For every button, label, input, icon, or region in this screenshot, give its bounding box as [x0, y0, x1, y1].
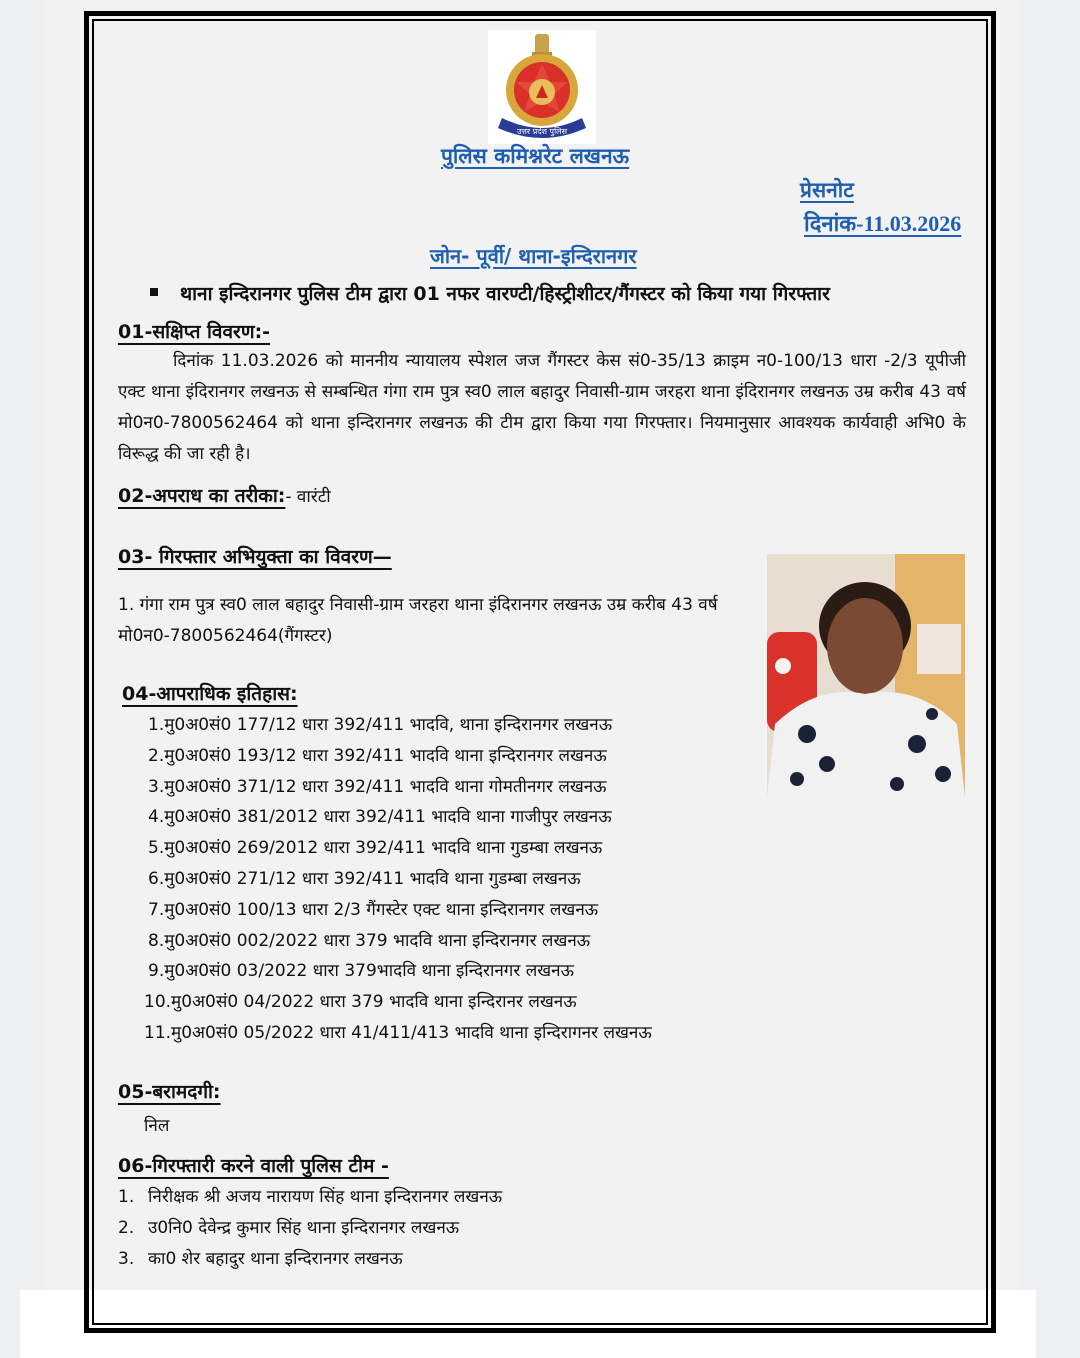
team-member-number: 3. — [118, 1249, 135, 1269]
section-summary-text: दिनांक 11.03.2026 को माननीय न्यायालय स्पेशल जज गैंगस्टर केस सं0-35/13 क्राइम न0-100/13 धारा -2/3 यूपीजी एक्ट थाना इंदिरानगर लखनऊ से सम्बन्धित गंगा राम पुत्र स्व0 लाल बहादुर निवासी-ग्राम जरहरा थाना इंदिरानगर लखनऊ उम्र करीब 43 वर्ष मो0न0-7800562464 को थाना इन्दिरानगर लखनऊ की टीम द्वारा किया गया गिरफ्तार। नियमानुसार आवश्यक कार्यवाही अभि0 के विरूद्ध की जा रही है। — [118, 351, 966, 464]
team-member — [118, 1182, 502, 1213]
emblem-icon — [488, 30, 596, 144]
zone-station: जोन- पूर्वी/ थाना-इन्दिरानगर — [430, 244, 637, 268]
team-member-text: का0 शेर बहादुर थाना इन्दिरानगर लखनऊ — [148, 1249, 403, 1269]
history-item: 5.मु0अ0सं0 269/2012 धारा 392/411 भादवि थाना गुडम्बा लखनऊ — [148, 838, 603, 859]
press-note-label: प्रेसनोट — [800, 178, 854, 202]
team-member-number: 2. — [118, 1218, 135, 1238]
history-item: 2.मु0अ0सं0 193/12 धारा 392/411 भादवि थाना इन्दिरानगर लखनऊ — [148, 745, 607, 766]
history-item: 6.मु0अ0सं0 271/12 धारा 392/411 भादवि थाना गुडम्बा लखनऊ — [148, 868, 581, 889]
section-team-title: 06-गिरफ्तारी करने वाली पुलिस टीम - — [118, 1155, 389, 1177]
section-accused-text: 1. गंगा राम पुत्र स्व0 लाल बहादुर निवासी-ग्राम जरहरा थाना इंदिरानगर लखनऊ उम्र करीब 43 वर्ष मो0न0-7800562464(गैंगस्टर) — [118, 595, 718, 646]
team-member-text: उ0नि0 देवेन्द्र कुमार सिंह थाना इन्दिरानगर लखनऊ — [148, 1218, 460, 1238]
bullet-icon — [150, 288, 158, 296]
accused-photo-image — [767, 554, 965, 797]
history-item: 8.मु0अ0सं0 002/2022 धारा 379 भादवि थाना इन्दिरानगर लखनऊ — [148, 930, 591, 951]
section-method-value: - वारंटी — [285, 487, 331, 507]
history-item: 4.मु0अ0सं0 381/2012 धारा 392/411 भादवि थाना गाजीपुर लखनऊ — [148, 807, 612, 828]
section-recovery-title: 05-बरामदगी: — [118, 1081, 221, 1103]
history-item: 3.मु0अ0सं0 371/12 धारा 392/411 भादवि थाना गोमतीनगर लखनऊ — [148, 776, 607, 797]
headline — [150, 280, 830, 306]
team-member — [118, 1244, 502, 1275]
accused-photo — [767, 554, 965, 797]
team-member-text: निरीक्षक श्री अजय नारायण सिंह थाना इन्दिरानगर लखनऊ — [148, 1187, 503, 1207]
press-note-date: दिनांक-11.03.2026 — [804, 211, 962, 236]
up-police-emblem — [488, 30, 596, 144]
history-item: 10.मु0अ0सं0 04/2022 धारा 379 भादवि थाना इन्दिरानर लखनऊ — [144, 992, 577, 1013]
history-item: 7.मु0अ0सं0 100/13 धारा 2/3 गैंगस्टेर एक्ट थाना इन्दिरानगर लखनऊ — [148, 899, 599, 920]
section-method-title: 02-अपराध का तरीका: — [118, 485, 286, 507]
section-recovery-value: निल — [144, 1116, 170, 1136]
criminal-history-list — [144, 710, 652, 1049]
history-item: 11.मु0अ0सं0 05/2022 धारा 41/411/413 भादवि थाना इन्दिरागनर लखनऊ — [144, 1022, 652, 1043]
office-title: पुलिस कमिश्नरेट लखनऊ — [441, 144, 630, 168]
headline-text: थाना इन्दिरानगर पुलिस टीम द्वारा 01 नफर वारण्टी/हिस्ट्रीशीटर/गैंगस्टर को किया गया गिरफ्तार — [180, 283, 830, 305]
section-history-title: 04-आपराधिक इतिहास: — [122, 683, 298, 705]
history-item: 9.मु0अ0सं0 03/2022 धारा 379भादवि थाना इन्दिरानगर लखनऊ — [148, 961, 574, 982]
section-summary-title: 01-सक्षिप्त विवरण:- — [118, 321, 271, 343]
section-accused-title: 03- गिरफ्तार अभियुक्ता का विवरण— — [118, 546, 392, 568]
section-method — [118, 482, 331, 508]
arresting-team-list — [118, 1182, 502, 1275]
history-item: 1.मु0अ0सं0 177/12 धारा 392/411 भादवि, थाना इन्दिरानगर लखनऊ — [148, 715, 613, 735]
team-member-number: 1. — [118, 1187, 135, 1207]
team-member — [118, 1213, 502, 1244]
emblem-text: उत्तर प्रदेश पुलिस — [517, 127, 567, 136]
